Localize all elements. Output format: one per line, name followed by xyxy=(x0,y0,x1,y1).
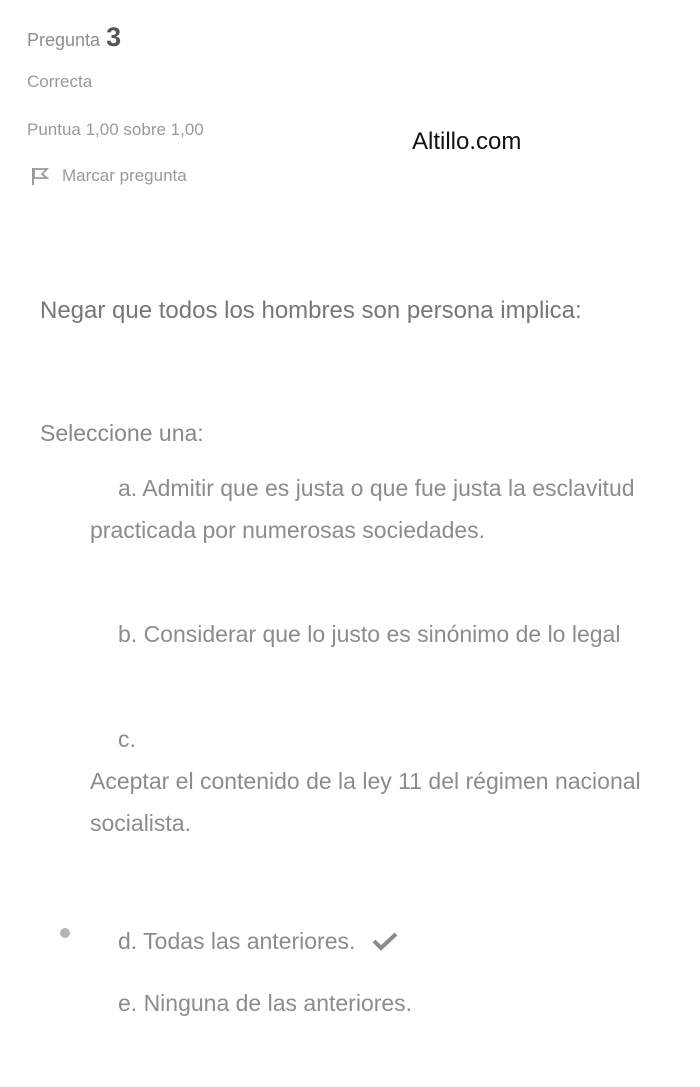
question-text: Negar que todos los hombres son persona implica: xyxy=(40,297,582,324)
option-b-text: b. Considerar que lo justo es sinónimo de lo legal xyxy=(118,621,621,647)
option-d[interactable] xyxy=(90,920,670,964)
question-state: Correcta xyxy=(27,72,93,91)
option-e-text: e. Ninguna de las anteriores. xyxy=(118,990,413,1016)
question-number: 3 xyxy=(106,22,122,52)
question-title xyxy=(27,22,121,53)
question-info xyxy=(27,22,121,53)
option-b[interactable] xyxy=(90,613,670,655)
option-d-text: d. Todas las anteriores. xyxy=(118,928,356,954)
watermark: Altillo.com xyxy=(412,128,522,155)
option-c-letter: c. xyxy=(118,726,136,752)
option-e[interactable] xyxy=(90,982,670,1024)
check-icon xyxy=(372,922,398,964)
flag-label: Marcar pregunta xyxy=(62,166,187,185)
option-c[interactable] xyxy=(90,718,670,844)
flag-question-link[interactable] xyxy=(30,166,187,186)
option-a[interactable] xyxy=(90,467,670,551)
question-grade: Puntua 1,00 sobre 1,00 xyxy=(27,120,204,139)
option-c-text: Aceptar el contenido de la ley 11 del régimen nacional socialista. xyxy=(90,768,641,836)
answer-prompt: Seleccione una: xyxy=(40,420,204,446)
option-d-radio[interactable] xyxy=(60,928,70,938)
question-label: Pregunta xyxy=(27,30,101,50)
option-a-text: a. Admitir que es justa o que fue justa la esclavitud practicada por numerosas sociedades. xyxy=(90,475,635,543)
flag-icon xyxy=(30,166,50,186)
